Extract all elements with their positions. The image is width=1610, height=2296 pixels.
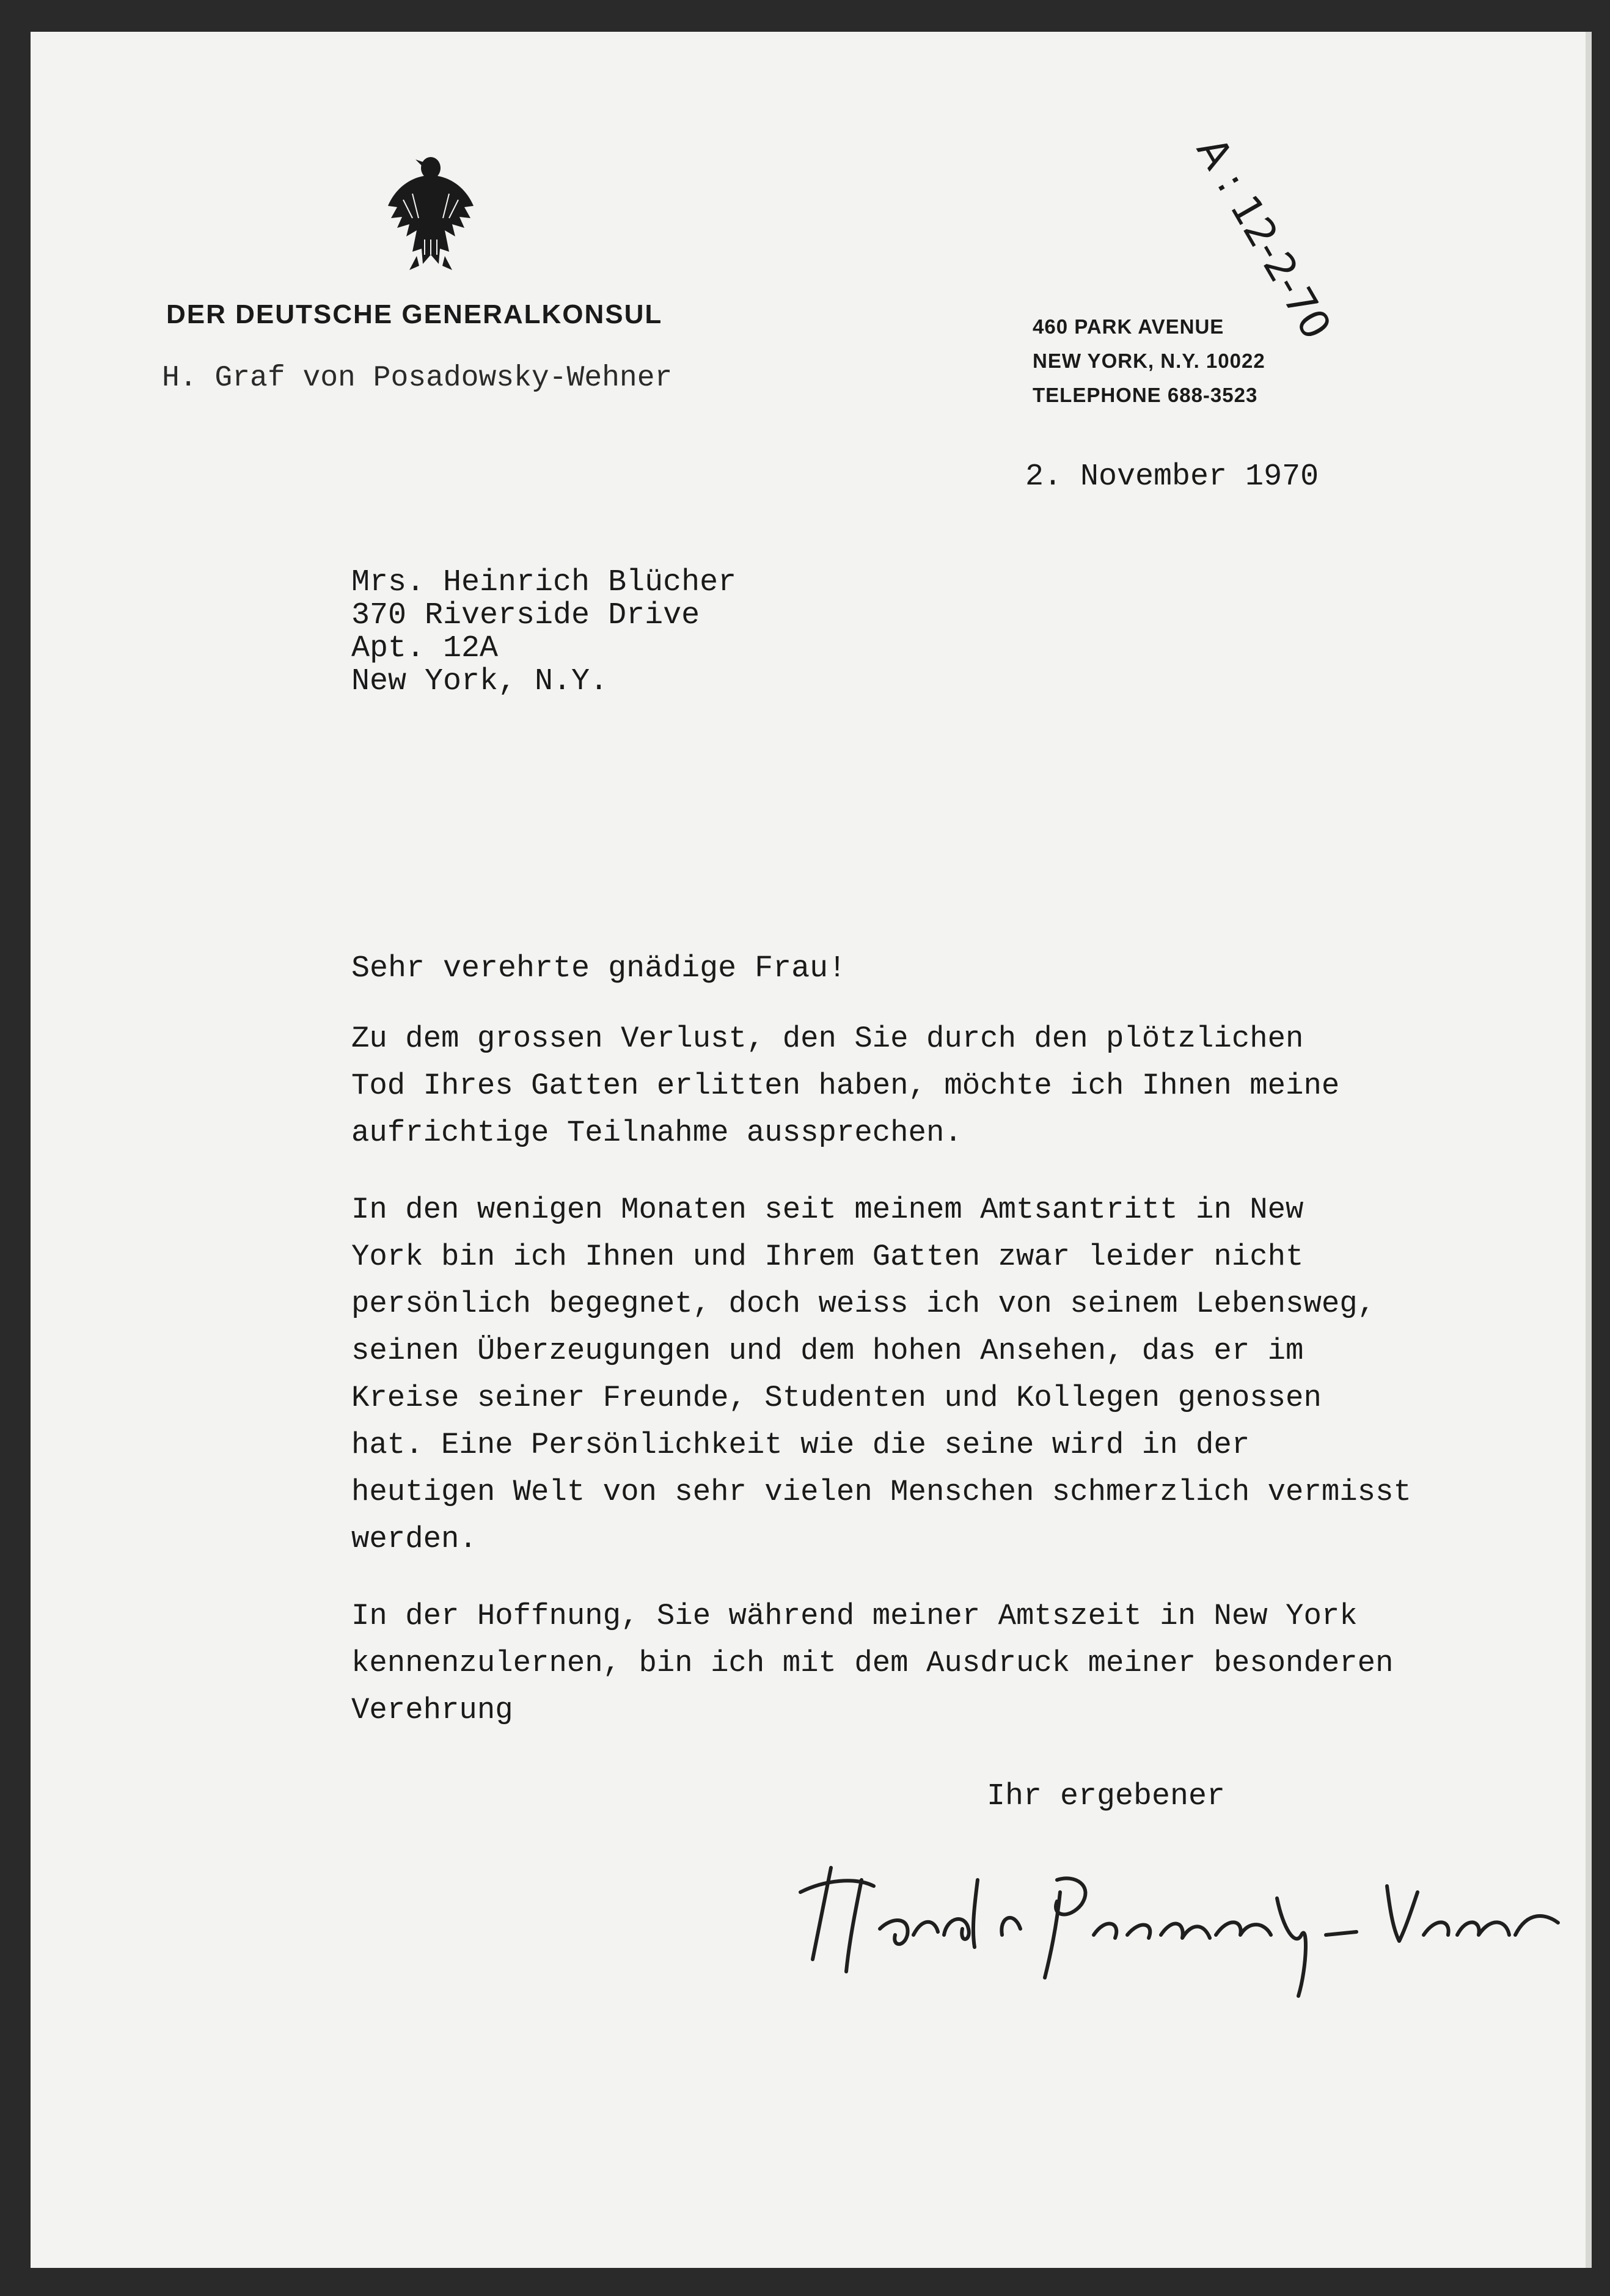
paragraph-closing: [351, 1593, 1393, 1734]
text-line: In den wenigen Monaten seit meinem Amtsantritt in New: [351, 1193, 1304, 1227]
text-line: kennenzulernen, bin ich mit dem Ausdruck meiner besonderen: [351, 1646, 1394, 1680]
handwritten-annotation: A : 12-2-70: [1187, 130, 1341, 348]
consul-title: DER DEUTSCHE GENERALKONSUL: [166, 299, 663, 329]
text-line: In der Hoffnung, Sie während meiner Amtszeit in New York: [351, 1599, 1358, 1633]
address-line: 460 PARK AVENUE: [1033, 315, 1224, 338]
federal-eagle-icon: [379, 151, 483, 273]
address-line: TELEPHONE 688-3523: [1033, 384, 1258, 406]
letter-date: 2. November 1970: [1025, 459, 1319, 494]
text-line: Tod Ihres Gatten erlitten haben, möchte ich Ihnen meine: [351, 1069, 1340, 1103]
closing-phrase: Ihr ergebener: [987, 1779, 1226, 1814]
text-line: persönlich begegnet, doch weiss ich von seinem Lebensweg,: [351, 1287, 1376, 1321]
recipient-line: Apt. 12A: [351, 631, 499, 666]
paragraph-tribute: [351, 1186, 1411, 1563]
text-line: seinen Überzeugungen und dem hohen Ansehen, das er im: [351, 1334, 1304, 1368]
address-line: NEW YORK, N.Y. 10022: [1033, 349, 1265, 372]
text-line: heutigen Welt von sehr vielen Menschen schmerzlich vermisst: [351, 1475, 1411, 1509]
recipient-line: New York, N.Y.: [351, 664, 609, 699]
recipient-line: 370 Riverside Drive: [351, 598, 700, 633]
letter-page: [31, 32, 1586, 2268]
salutation: Sehr verehrte gnädige Frau!: [351, 951, 847, 986]
text-line: Verehrung: [351, 1693, 513, 1727]
recipient-address: [351, 566, 736, 698]
text-line: Kreise seiner Freunde, Studenten und Kollegen genossen: [351, 1381, 1322, 1415]
text-line: Zu dem grossen Verlust, den Sie durch den plötzlichen: [351, 1022, 1304, 1056]
handwritten-signature: [788, 1843, 1583, 2002]
text-line: hat. Eine Persönlichkeit wie die seine wird in der: [351, 1428, 1250, 1462]
recipient-line: Mrs. Heinrich Blücher: [351, 565, 737, 600]
paragraph-condolence: [351, 1015, 1339, 1157]
text-line: werden.: [351, 1522, 477, 1556]
text-line: aufrichtige Teilnahme aussprechen.: [351, 1116, 962, 1150]
sender-address: [1033, 310, 1265, 412]
text-line: York bin ich Ihnen und Ihrem Gatten zwar leider nicht: [351, 1240, 1304, 1274]
consul-name: H. Graf von Posadowsky-Wehner: [162, 362, 673, 395]
